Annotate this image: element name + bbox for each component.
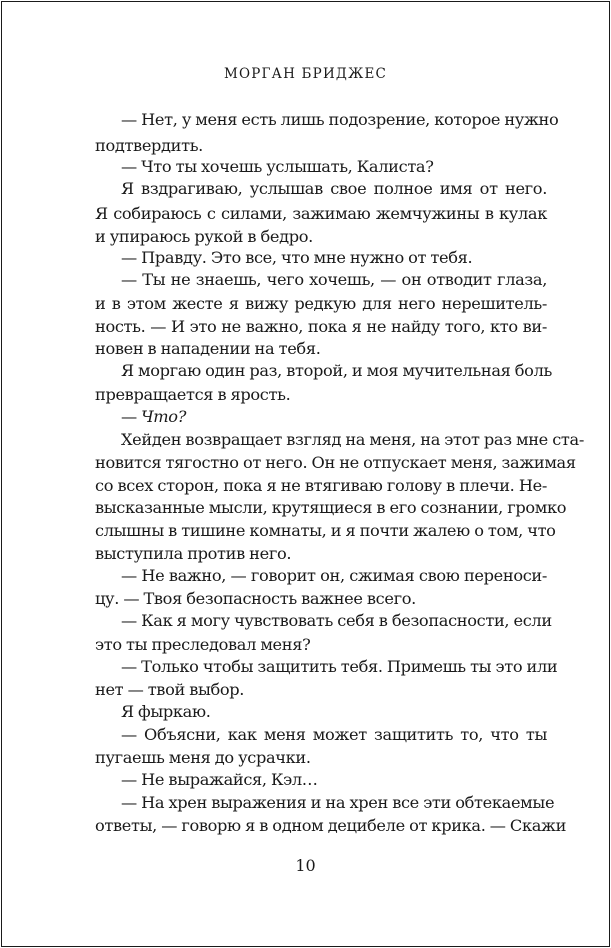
- dash: —: [121, 407, 142, 426]
- text-line: высказанные мысли, крутящиеся в его сознании, громко: [95, 498, 567, 517]
- text-line: Я фыркаю.: [121, 702, 211, 721]
- text-line: цу. — Твоя безопасность важнее всего.: [95, 589, 416, 608]
- text-line: — Ты не знаешь, чего хочешь, — он отводит глаза,: [121, 270, 547, 289]
- text-line: нет — твой выбор.: [95, 680, 245, 699]
- text-line: выступила против него.: [95, 544, 292, 563]
- running-head: МОРГАН БРИДЖЕС: [223, 66, 388, 82]
- text-line: — На хрен выражения и на хрен все эти обтекаемые: [121, 793, 555, 812]
- text-line: — Как я могу чувствовать себя в безопасности, если: [121, 611, 552, 630]
- text-line: и упираюсь рукой в бедро.: [95, 227, 313, 246]
- text-line: превращается в ярость.: [95, 385, 291, 404]
- text-line: — Нет, у меня есть лишь подозрение, которое нужно: [121, 110, 559, 129]
- text-line: и в этом жесте я вижу редкую для него нерешитель-: [95, 294, 547, 313]
- text-line: ность. — И это не важно, пока я не найду того, кто ви-: [95, 317, 547, 336]
- text-line: Я вздрагиваю, услышав свое полное имя от него.: [121, 179, 547, 198]
- book-page: [1, 1, 610, 947]
- text-line: новен в нападении на тебя.: [95, 339, 321, 358]
- text-line: — Не выражайся, Кэл…: [121, 770, 318, 789]
- text-line: новится тягостно от него. Он не отпускает меня, зажимая: [95, 453, 576, 472]
- italic-word: Что?: [141, 407, 187, 426]
- text-line: это ты преследовал меня?: [95, 635, 311, 654]
- text-line: пугаешь меня до усрачки.: [95, 748, 311, 767]
- page-number: 10: [295, 856, 316, 875]
- text-line: Я собираюсь с силами, зажимаю жемчужины в кулак: [95, 204, 547, 223]
- text-line: Я моргаю один раз, второй, и моя мучительная боль: [121, 361, 552, 380]
- text-line: Хейден возвращает взгляд на меня, на этот раз мне ста-: [121, 430, 584, 449]
- text-line: — Правду. Это все, что мне нужно от тебя.: [121, 248, 473, 267]
- text-line: — Объясни, как меня может защитить то, что ты: [121, 725, 547, 744]
- text-line: ответы, — говорю я в одном децибеле от крика. — Скажи: [95, 816, 567, 835]
- text-line: подтвердить.: [95, 136, 203, 155]
- text-line: со всех сторон, пока я не втягиваю голову в плечи. Не-: [95, 476, 547, 495]
- text-line: слышны в тишине комнаты, и я почти жалею о том, что: [95, 521, 556, 540]
- text-line: — Не важно, — говорит он, сжимая свою переноси-: [121, 566, 547, 585]
- text-line: — Что ты хочешь услышать, Калиста?: [121, 157, 434, 176]
- text-line: — Только чтобы защитить тебя. Примешь ты это или: [121, 657, 558, 676]
